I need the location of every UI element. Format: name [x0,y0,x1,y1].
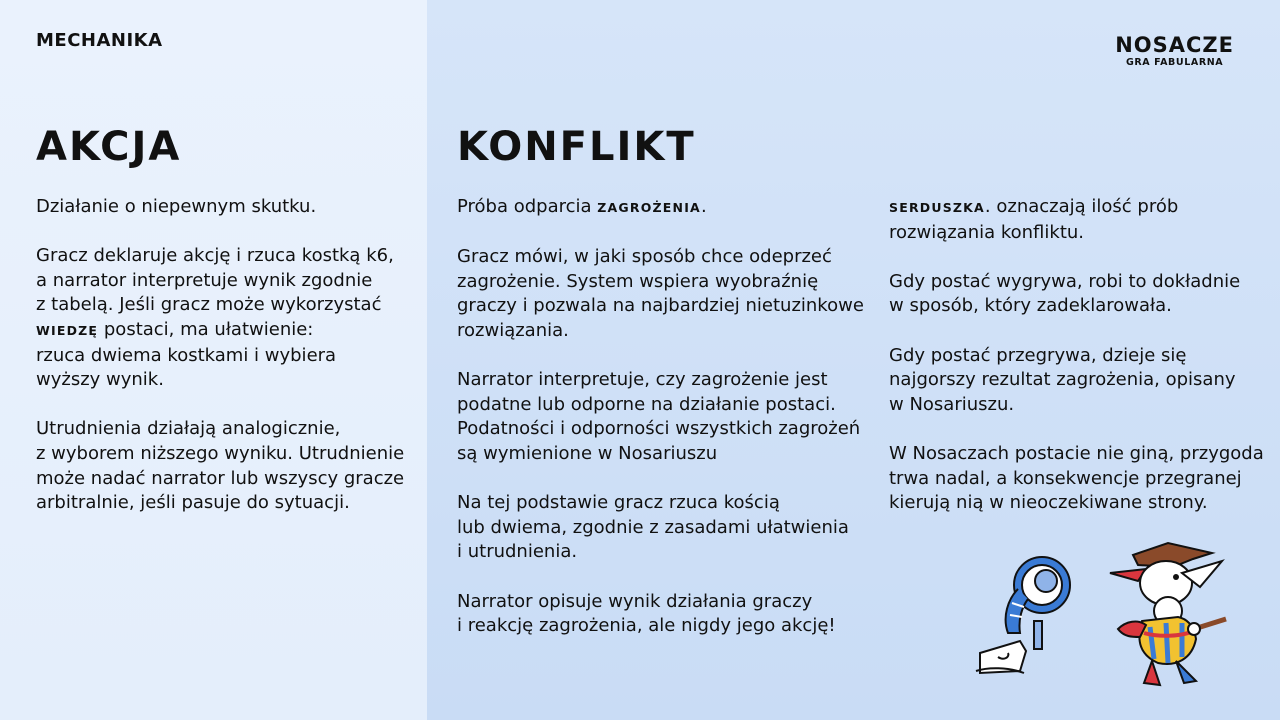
keyword-wiedze: WIEDZĘ [36,322,99,338]
konflikt-paragraph-wygrywa [889,270,1259,319]
text-line: Na tej podstawie gracz rzuca kością [457,492,780,514]
text-line: Narrator opisuje wynik działania graczy [457,590,813,612]
akcja-paragraph-3 [36,417,416,515]
text-line: i utrudnienia. [457,541,578,563]
text-line: w sposób, który zadeklarowała. [889,295,1172,317]
text-line: postaci, ma ułatwienie: [98,318,314,340]
text-line: Próba odparcia [457,196,598,217]
konflikt-paragraph-1 [457,195,867,221]
keyword-zagrozenia: ZAGROŻENIA [597,200,701,215]
text-line: Narrator interpretuje, czy zagrożenie jest [457,369,828,391]
konflikt-paragraph-3 [457,368,867,466]
logo-subtitle: GRA FABULARNA [1125,57,1224,68]
akcja-column [36,195,416,540]
section-label: MECHANIKA [36,30,163,51]
konflikt-paragraph-przegrywa [889,344,1259,418]
text-line: Gdy postać przegrywa, dzieje się [889,344,1187,366]
text-line: rozwiązania. [457,319,569,341]
text-line: Gracz mówi, w jaki sposób chce odeprzeć [457,246,832,268]
text-line: Utrudnienia działają analogicznie, [36,418,341,440]
text-line: może nadać narrator lub wszyscy gracze [36,467,405,489]
konflikt-paragraph-2 [457,245,867,343]
text-line: są wymienione w Nosariuszu [457,442,718,464]
konflikt-paragraph-serduszka [889,195,1259,245]
text-line: Gracz deklaruje akcję i rzuca kostką k6, [36,245,394,267]
text-line: graczy i pozwala na najbardziej nietuzinkowe [457,295,864,317]
text-line: najgorszy rezultat zagrożenia, opisany [889,369,1236,391]
konflikt-paragraph-4 [457,491,867,565]
akcja-paragraph-1 [36,195,416,220]
text-line: wyższy wynik. [36,369,164,391]
text-line: z wyborem niższego wyniku. Utrudnienie [36,442,405,464]
text-line: zagrożenie. System wspiera wyobraźnię [457,270,819,292]
text-line: w Nosariuszu. [889,393,1015,415]
text-line: a narrator interpretuje wynik zgodnie [36,269,373,291]
text-line: Gdy postać wygrywa, robi to dokładnie [889,270,1241,292]
akcja-paragraph-2 [36,244,416,393]
text-line: trwa nadal, a konsekwencje przegranej [889,467,1242,489]
logo [1115,33,1234,68]
text-line: Działanie o niepewnym skutku. [36,196,317,217]
konflikt-column-2 [889,195,1264,540]
text-line: W Nosaczach postacie nie giną, przygoda [889,442,1264,464]
konflikt-paragraph-5 [457,590,867,639]
text-line: rozwiązania konfliktu. [889,221,1085,243]
konflikt-paragraph-nie-gina [889,442,1264,516]
text-line: lub dwiema, zgodnie z zasadami ułatwienia [457,516,849,538]
akcja-heading: AKCJA [36,124,182,170]
text-line: Podatności i odporności wszystkich zagrożeń [457,418,861,440]
text-line: kierują nią w nieoczekiwane strony. [889,492,1208,514]
text-line: podatne lub odporne na działanie postaci. [457,393,836,415]
text-line: arbitralnie, jeśli pasuje do sytuacji. [36,492,350,514]
konflikt-heading: KONFLIKT [457,124,696,170]
keyword-serduszka: SERDUSZKA [889,200,985,215]
text-line: . oznaczają ilość prób [984,196,1179,217]
text-line: rzuca dwiema kostkami i wybiera [36,344,337,366]
characters-illustration [968,533,1230,693]
nosacz-character-icon [1110,543,1226,685]
text-line: z tabelą. Jeśli gracz może wykorzystać [36,294,382,316]
logo-title: NOSACZE [1115,33,1234,57]
text-line: . [700,196,707,217]
konflikt-column-1 [457,195,867,663]
flower-creature-icon [976,557,1070,673]
text-line: i reakcję zagrożenia, ale nigdy jego akcję! [457,615,836,637]
